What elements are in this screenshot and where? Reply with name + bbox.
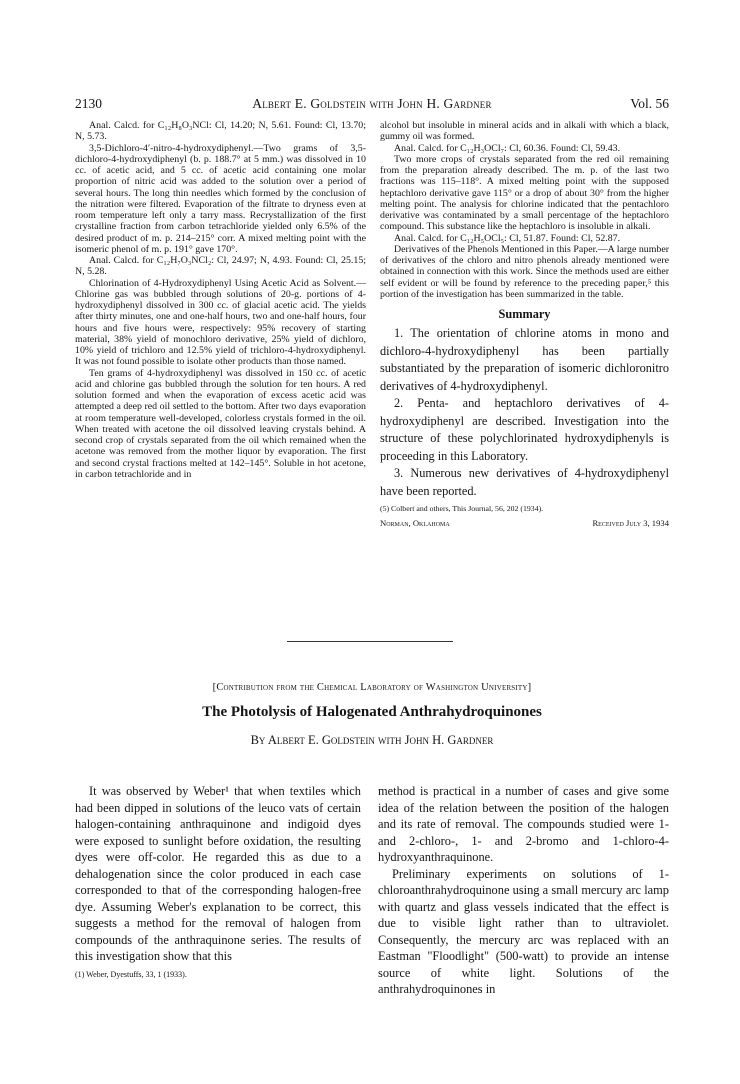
summary-item: 3. Numerous new derivatives of 4-hydroxydiphenyl have been reported. <box>380 466 669 498</box>
paragraph: Chlorination of 4-Hydroxydiphenyl Using Acetic Acid as Solvent.—Chlorine gas was bubbled through solutions of 20-g. portions of 4-hydroxydiphenyl dissolved in 300 cc. of glacial acetic acid. The yields after thirty minutes, one and one-half hours, two and one-half hours, four hours and five hours were, respectively: 95% recovery of starting material, 38% yield of monochloro derivative, 25% yield of dichloro, 10% yield of trichloro and 12.5% yield of trichloro-4-hydroxydiphenyl. It was not found possible to isolate other products than those named. <box>75 277 366 368</box>
summary-section <box>380 309 669 530</box>
volume-label: Vol. 56 <box>630 96 669 111</box>
summary-heading: Summary <box>498 307 551 321</box>
analysis-line: Anal. Calcd. for C₁₂H₃OCl₇: Cl, 60.36. Found: Cl, 59.43. <box>394 142 621 154</box>
byline: By Albert E. Goldstein with John H. Gardner <box>250 733 494 747</box>
article-left-column <box>75 783 361 980</box>
paragraph: Two more crops of crystals separated from the red oil remaining from the preparation already described. The m. p. of the last two fractions was 115–118°. A mixed melting point with the supposed heptachloro derivative gave 115° or a drop of about 30° from the higher melting point. The analysis for chlorine indicated that the pentachloro derivative was contaminated by a small percentage of the heptachloro compound. This substance like the heptachloro is insoluble in alkali. <box>380 153 669 233</box>
article-title: The Photolysis of Halogenated Anthrahydroquinones <box>202 704 542 720</box>
analysis-line: Anal. Calcd. for C₁₂H₇O₃NCl₂: Cl, 24.97; N, 4.93. Found: Cl, 25.15; N, 5.28. <box>75 255 366 278</box>
paragraph: method is practical in a number of cases and give some idea of the relation between the position of the halogen and its rate of removal. The compounds studied were 1- and 2-chloro-, 1- and 2-bromo and 1-chloro-4-hydroxyanthraquinone. <box>378 784 669 864</box>
top-left-column <box>75 120 366 480</box>
summary-item: 2. Penta- and heptachloro derivatives of 4-hydroxydiphenyl are described. Investigation into the structure of these polychlorinated hydroxydiphenyls is proceeding in this Laboratory. <box>380 396 669 463</box>
paragraph: It was observed by Weber¹ that when textiles which had been dipped in solutions of the leuco vats of certain halogen-containing anthraquinone and indigoid dyes were exposed to sunlight before oxidation, the resulting dyes were off-color. He regarded this as due to a dehalogenation since the color produced in each case corresponded to that of the corresponding halogen-free dye. Assuming Weber's explanation to be correct, this suggests a method for the removal of halogen from compounds of the anthraquinone series. The results of this investigation show that this <box>75 784 361 963</box>
contribution-line: [Contribution from the Chemical Laboratory of Washington University] <box>212 682 532 693</box>
paragraph: Preliminary experiments on solutions of 1-chloroanthrahydroquinone using a small mercury arc lamp with quartz and glass vessels indicated that the effect is due to visible light rather than to ultraviolet. Consequently, the mercury arc was replaced with an Eastman "Floodlight" (500-watt) to provide an intense source of white light. Solutions of the anthrahydroquinones in <box>378 866 669 996</box>
analysis-line: Anal. Calcd. for C₁₂H₈O₃NCl: Cl, 14.20; N, 5.61. Found: Cl, 13.70; N, 5.73. <box>75 120 366 143</box>
paragraph: alcohol but insoluble in mineral acids and in alkali with which a black, gummy oil was formed. <box>380 120 669 143</box>
footnote: (1) Weber, Dyestuffs, 33, 1 (1933). <box>75 969 187 979</box>
analysis-line: Anal. Calcd. for C₁₂H₅OCl₅: Cl, 51.87. Found: Cl, 52.87. <box>394 232 621 244</box>
received-row <box>380 516 669 530</box>
page-header <box>75 96 669 114</box>
paragraph: Ten grams of 4-hydroxydiphenyl was dissolved in 150 cc. of acetic acid and chlorine gas bubbled through the solution for ten hours. A red solution formed and when the evaporation of excess acetic acid was attempted a deep red oil settled to the bottom. After two days evaporation at room temperature well-developed, colorless crystals formed in the oil. When treated with acetone the oil dissolved leaving crystals behind. A second crop of crystals separated from the oil which remained when the acetone was removed from the mother liquor by evaporation. The first and second crystal fractions melted at 142–145°. Soluble in hot acetone, in carbon tetrachloride and in <box>75 367 366 480</box>
page-number: 2130 <box>75 96 102 111</box>
running-head: Albert E. Goldstein with John H. Gardner <box>252 96 492 111</box>
received-date: Received July 3, 1934 <box>592 518 669 529</box>
paragraph: Derivatives of the Phenols Mentioned in this Paper.—A large number of derivatives of the chloro and nitro phenols already mentioned were obtained in connection with this work. Since the methods used are either self evident or will be found by reference to the preceding paper,⁵ this portion of the investigation has been summarized in the table. <box>380 243 669 300</box>
footnote: (5) Colbert and others, This Journal, 56, 202 (1934). <box>380 504 544 514</box>
summary-item: 1. The orientation of chlorine atoms in mono and dichloro-4-hydroxydiphenyl has been partially substantiated by the preparation of isomeric dichloronitro derivatives of 4-hydroxydiphenyl. <box>380 326 669 393</box>
location: Norman, Oklahoma <box>380 518 450 529</box>
top-right-column <box>380 120 669 530</box>
paragraph: 3,5-Dichloro-4′-nitro-4-hydroxydiphenyl.—Two grams of 3,5-dichloro-4-hydroxydiphenyl (b. p. 188.7° at 5 mm.) was dissolved in 10 cc. of acetic acid, and 5 cc. of acetic acid containing one molar proportion of nitric acid was added to the solution over a period of several hours. The long thin needles which formed by the conclusion of the nitration were filtered. Evaporation of the filtrate to dryness even at room temperature left only a tarry mass. Recrystallization of the first crystalline fraction from carbon tetrachloride yielded only 6.5% of the desired product of m. p. 214–215° corr. A mixed melting point with the isomeric phenol of m. p. 191° gave 170°. <box>75 142 366 255</box>
section-divider <box>287 641 453 642</box>
article-right-column <box>378 783 669 998</box>
